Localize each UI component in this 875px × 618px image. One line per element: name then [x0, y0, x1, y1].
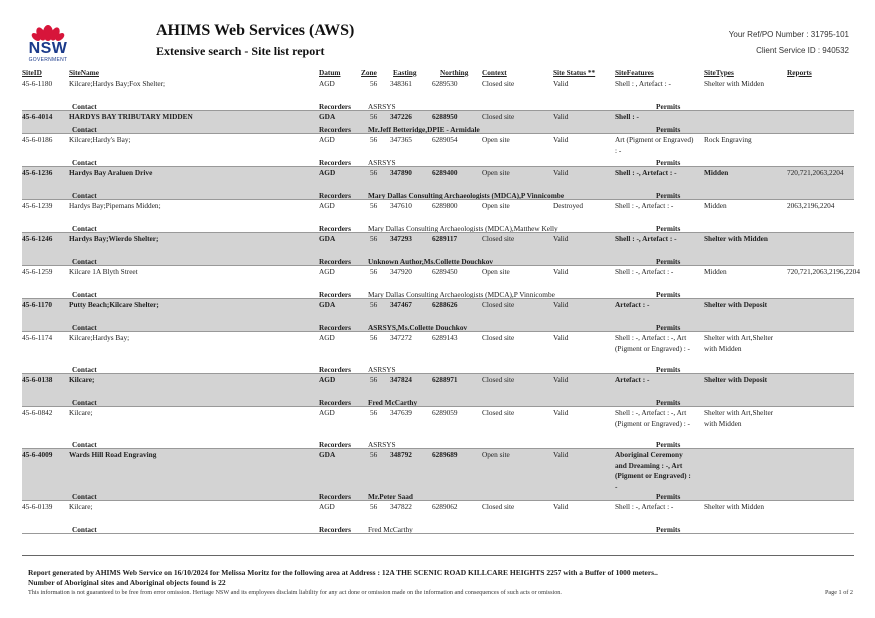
- recorders-value: Mary Dallas Consulting Archaeologists (MDCA),P Vinnicombe: [368, 191, 565, 200]
- site-record: [22, 501, 854, 534]
- context: Open site: [482, 267, 510, 276]
- site-name: Kilcare;Hardys Bay;Fox Shelter;: [69, 79, 166, 88]
- site-record: [22, 266, 860, 299]
- datum: AGD: [319, 79, 335, 88]
- easting: 347293: [390, 234, 412, 243]
- northing: 6289689: [432, 450, 458, 459]
- site-subrow: [22, 323, 854, 332]
- site-types: Shelter with Midden: [704, 234, 768, 243]
- site-status: Valid: [553, 168, 569, 177]
- permits-label: Permits: [656, 492, 681, 501]
- site-id: 45-6-0139: [22, 502, 53, 511]
- recorders-value: Mr.Jeff Betteridge,DPIE - Armidale: [368, 125, 480, 134]
- col-site-id: SiteID: [22, 68, 42, 77]
- table-row: [22, 374, 854, 398]
- zone: 56: [370, 333, 378, 342]
- context: Closed site: [482, 112, 515, 121]
- table-row: [22, 233, 854, 257]
- northing: 6289530: [432, 79, 458, 88]
- site-subrow: [22, 365, 854, 374]
- datum: AGD: [319, 408, 335, 417]
- northing: 6289450: [432, 267, 458, 276]
- northing: 6288971: [432, 375, 458, 384]
- table-row: [22, 111, 854, 125]
- contact-label: Contact: [72, 102, 97, 111]
- table-row: [22, 501, 854, 525]
- contact-label: Contact: [72, 257, 97, 266]
- logo-subtext: GOVERNMENT: [28, 57, 68, 63]
- table-row: [22, 167, 854, 191]
- site-record: [22, 233, 854, 266]
- recorders-value: Mary Dallas Consulting Archaeologists (MDCA),P Vinnicombe: [368, 290, 555, 299]
- recorders-label: Recorders: [319, 257, 352, 266]
- permits-label: Permits: [656, 440, 681, 449]
- northing: 6289059: [432, 408, 458, 417]
- site-name: Kilcare;: [69, 502, 93, 511]
- site-status: Valid: [553, 450, 569, 459]
- col-site-status: Site Status **: [553, 68, 596, 77]
- site-record: [22, 134, 854, 167]
- site-id: 45-6-1180: [22, 79, 53, 88]
- recorders-label: Recorders: [319, 158, 352, 167]
- easting: 347272: [390, 333, 412, 342]
- site-record: [22, 200, 854, 233]
- site-features: Shell : -, Artefact : -: [615, 234, 677, 243]
- col-site-types: SiteTypes: [704, 68, 734, 77]
- recorders-label: Recorders: [319, 102, 352, 111]
- zone: 56: [370, 168, 378, 177]
- site-name: Wards Hill Road Engraving: [69, 450, 157, 459]
- site-id: 45-6-0186: [22, 135, 53, 144]
- site-name: Hardys Bay;Pipemans Midden;: [69, 201, 161, 210]
- recorders-label: Recorders: [319, 290, 352, 299]
- easting: 347610: [390, 201, 412, 210]
- table-row: [22, 134, 854, 158]
- site-id: 45-6-0842: [22, 408, 53, 417]
- zone: 56: [370, 408, 378, 417]
- easting: 348361: [390, 79, 412, 88]
- recorders-value: ASRSYS: [368, 102, 396, 111]
- site-count-text: Number of Aboriginal sites and Aboriginal objects found is 22: [28, 578, 226, 587]
- northing: 6288950: [432, 112, 458, 121]
- site-subrow: [22, 290, 854, 299]
- northing: 6288626: [432, 300, 458, 309]
- site-features: Aboriginal Ceremony and Dreaming : -, Art (Pigment or Engraved) : -: [615, 450, 691, 491]
- site-subrow: [22, 125, 854, 134]
- recorders-value: Unknown Author,Ms.Collette Douchkov: [368, 257, 494, 266]
- table-header: [22, 68, 854, 78]
- site-name: HARDYS BAY TRIBUTARY MIDDEN: [69, 112, 193, 121]
- site-features: Shell : , Artefact : -: [615, 79, 671, 88]
- recorders-label: Recorders: [319, 365, 352, 374]
- client-service-id: Client Service ID : 940532: [756, 46, 849, 55]
- col-zone: Zone: [361, 68, 377, 77]
- site-record: [22, 374, 854, 407]
- datum: AGD: [319, 168, 336, 177]
- site-id: 45-6-1246: [22, 234, 53, 243]
- row-divider: [22, 533, 854, 534]
- permits-label: Permits: [656, 224, 681, 233]
- zone: 56: [370, 267, 378, 276]
- permits-label: Permits: [656, 191, 681, 200]
- site-subrow: [22, 224, 854, 233]
- site-id: 45-6-1259: [22, 267, 53, 276]
- col-site-features: SiteFeatures: [615, 68, 654, 77]
- table-row: [22, 449, 854, 492]
- table-row: [22, 78, 854, 102]
- site-status: Valid: [553, 112, 569, 121]
- site-types: Midden: [704, 267, 727, 276]
- zone: 56: [370, 502, 378, 511]
- easting: 347467: [390, 300, 412, 309]
- site-subrow: [22, 525, 854, 534]
- permits-label: Permits: [656, 257, 681, 266]
- permits-label: Permits: [656, 102, 681, 111]
- reports: 720,721,2063,2196,2204: [787, 267, 860, 276]
- zone: 56: [370, 201, 378, 210]
- site-types: Midden: [704, 201, 727, 210]
- ref-number: Your Ref/PO Number : 31795-101: [728, 30, 849, 39]
- site-features: Shell : -, Artefact : -, Art (Pigment or Engraved) : -: [615, 333, 690, 353]
- site-subrow: [22, 398, 854, 407]
- contact-label: Contact: [72, 290, 97, 299]
- recorders-value: ASRSYS,Ms.Collette Douchkov: [368, 323, 468, 332]
- table-row: [22, 299, 854, 323]
- recorders-value: ASRSYS: [368, 158, 396, 167]
- context: Closed site: [482, 300, 515, 309]
- permits-label: Permits: [656, 290, 681, 299]
- northing: 6289062: [432, 502, 458, 511]
- recorders-label: Recorders: [319, 191, 352, 200]
- permits-label: Permits: [656, 365, 681, 374]
- site-subrow: [22, 102, 854, 111]
- northing: 6289054: [432, 135, 458, 144]
- contact-label: Contact: [72, 323, 97, 332]
- site-status: Destroyed: [553, 201, 583, 210]
- table-row: [22, 200, 854, 224]
- zone: 56: [370, 450, 378, 459]
- table-row: [22, 407, 854, 440]
- contact-label: Contact: [72, 440, 97, 449]
- easting: 347226: [390, 112, 412, 121]
- site-status: Valid: [553, 267, 569, 276]
- datum: AGD: [319, 267, 335, 276]
- site-status: Valid: [553, 375, 569, 384]
- site-features: Artefact : -: [615, 300, 650, 309]
- site-subrow: [22, 492, 854, 501]
- report-generated-text: Report generated by AHIMS Web Service on 16/10/2024 for Melissa Moritz for the following area at Address : 12A THE SCENIC ROAD KILLCARE HEIGHTS 2257 with a Buffer of 1000 meters..: [28, 568, 658, 577]
- easting: 348792: [390, 450, 412, 459]
- page-title: AHIMS Web Services (AWS): [156, 22, 355, 39]
- site-status: Valid: [553, 408, 569, 417]
- recorders-label: Recorders: [319, 440, 352, 449]
- col-context: Context: [482, 68, 507, 77]
- site-features: Shell : -, Artefact : -, Art (Pigment or Engraved) : -: [615, 408, 690, 428]
- site-id: 45-6-1239: [22, 201, 53, 210]
- site-name: Kilcare;Hardys Bay;: [69, 333, 130, 342]
- site-features: Shell : -, Artefact : -: [615, 267, 674, 276]
- zone: 56: [370, 300, 378, 309]
- easting: 347365: [390, 135, 412, 144]
- permits-label: Permits: [656, 398, 681, 407]
- recorders-value: Mr.Peter Saad: [368, 492, 413, 501]
- recorders-value: Fred McCarthy: [368, 398, 418, 407]
- site-status: Valid: [553, 135, 569, 144]
- footer-divider: [22, 555, 854, 556]
- col-northing: Northing: [440, 68, 469, 77]
- context: Closed site: [482, 79, 515, 88]
- easting: 347822: [390, 502, 412, 511]
- northing: 6289143: [432, 333, 458, 342]
- site-id: 45-6-1174: [22, 333, 53, 342]
- site-features: Shell : -: [615, 112, 639, 121]
- site-features: Shell : -, Artefact : -: [615, 168, 677, 177]
- recorders-label: Recorders: [319, 525, 352, 534]
- contact-label: Contact: [72, 191, 97, 200]
- datum: AGD: [319, 333, 335, 342]
- site-types: Shelter with Art,Shelter with Midden: [704, 333, 774, 353]
- site-record: [22, 78, 854, 111]
- site-features: Artefact : -: [615, 375, 650, 384]
- contact-label: Contact: [72, 224, 97, 233]
- site-id: 45-6-0138: [22, 375, 53, 384]
- site-types: Shelter with Deposit: [704, 375, 768, 384]
- datum: GDA: [319, 234, 336, 243]
- site-name: Kilcare;: [69, 408, 93, 417]
- datum: AGD: [319, 502, 335, 511]
- site-features: Art (Pigment or Engraved) : -: [615, 135, 694, 155]
- site-name: Kilcare 1A Blyth Street: [69, 267, 138, 276]
- zone: 56: [370, 234, 378, 243]
- site-status: Valid: [553, 502, 569, 511]
- waratah-icon: [30, 22, 66, 42]
- zone: 56: [370, 375, 378, 384]
- zone: 56: [370, 112, 378, 121]
- site-record: [22, 111, 854, 134]
- zone: 56: [370, 79, 378, 88]
- easting: 347890: [390, 168, 412, 177]
- site-subrow: [22, 191, 854, 200]
- site-id: 45-6-1170: [22, 300, 52, 309]
- northing: 6289117: [432, 234, 458, 243]
- site-status: Valid: [553, 79, 569, 88]
- nsw-government-logo: [22, 22, 74, 62]
- permits-label: Permits: [656, 125, 681, 134]
- contact-label: Contact: [72, 492, 97, 501]
- easting: 347639: [390, 408, 412, 417]
- reports: 2063,2196,2204: [787, 201, 835, 210]
- zone: 56: [370, 135, 378, 144]
- contact-label: Contact: [72, 398, 97, 407]
- context: Closed site: [482, 234, 515, 243]
- site-types: Shelter with Midden: [704, 79, 764, 88]
- recorders-label: Recorders: [319, 323, 352, 332]
- site-status: Valid: [553, 234, 569, 243]
- context: Closed site: [482, 408, 515, 417]
- datum: GDA: [319, 300, 336, 309]
- contact-label: Contact: [72, 525, 97, 534]
- site-id: 45-6-4009: [22, 450, 53, 459]
- context: Open site: [482, 168, 510, 177]
- site-name: Hardys Bay;Wierdo Shelter;: [69, 234, 159, 243]
- context: Open site: [482, 450, 510, 459]
- permits-label: Permits: [656, 158, 681, 167]
- site-list-table: [22, 68, 860, 534]
- contact-label: Contact: [72, 365, 97, 374]
- datum: AGD: [319, 201, 335, 210]
- datum: GDA: [319, 450, 336, 459]
- context: Open site: [482, 201, 510, 210]
- page-number: Page 1 of 2: [824, 589, 853, 596]
- northing: 6289400: [432, 168, 458, 177]
- col-reports: Reports: [787, 68, 812, 77]
- site-status: Valid: [553, 300, 569, 309]
- disclaimer-text: This information is not guaranteed to be free from error omission. Heritage NSW and its employees disclaim liability for any act done or omission made on the information and consequences of such acts or omission.: [28, 589, 562, 596]
- site-name: Kilcare;: [69, 375, 95, 384]
- site-subrow: [22, 440, 854, 449]
- site-name: Hardys Bay Araluen Drive: [69, 168, 153, 177]
- site-status: Valid: [553, 333, 569, 342]
- site-types: Shelter with Deposit: [704, 300, 768, 309]
- recorders-value: ASRSYS: [368, 440, 396, 449]
- logo-text: NSW: [28, 40, 68, 57]
- page-subtitle: Extensive search - Site list report: [156, 44, 325, 58]
- recorders-value: Mary Dallas Consulting Archaeologists (MDCA),Matthew Kelly: [368, 224, 558, 233]
- site-name: Kilcare;Hardy's Bay;: [69, 135, 131, 144]
- context: Closed site: [482, 333, 515, 342]
- datum: AGD: [319, 135, 335, 144]
- easting: 347920: [390, 267, 412, 276]
- col-site-name: SiteName: [69, 68, 99, 77]
- site-features: Shell : -, Artefact : -: [615, 502, 674, 511]
- contact-label: Contact: [72, 158, 97, 167]
- site-id: 45-6-1236: [22, 168, 53, 177]
- site-record: [22, 332, 854, 374]
- col-easting: Easting: [393, 68, 417, 77]
- permits-label: Permits: [656, 525, 681, 534]
- recorders-label: Recorders: [319, 398, 352, 407]
- col-datum: Datum: [319, 68, 341, 77]
- context: Open site: [482, 135, 510, 144]
- recorders-label: Recorders: [319, 492, 352, 501]
- site-name: Putty Beach;Kilcare Shelter;: [69, 300, 159, 309]
- site-types: Rock Engraving: [704, 135, 752, 144]
- site-features: Shell : -, Artefact : -: [615, 201, 674, 210]
- northing: 6289800: [432, 201, 458, 210]
- recorders-value: ASRSYS: [368, 365, 396, 374]
- reports: 720,721,2063,2204: [787, 168, 844, 177]
- site-id: 45-6-4014: [22, 112, 53, 121]
- site-types: Midden: [704, 168, 729, 177]
- easting: 347824: [390, 375, 412, 384]
- permits-label: Permits: [656, 323, 681, 332]
- table-row: [22, 266, 860, 290]
- table-row: [22, 332, 854, 365]
- context: Closed site: [482, 375, 515, 384]
- contact-label: Contact: [72, 125, 97, 134]
- recorders-label: Recorders: [319, 125, 352, 134]
- site-subrow: [22, 257, 854, 266]
- recorders-label: Recorders: [319, 224, 352, 233]
- datum: AGD: [319, 375, 336, 384]
- site-record: [22, 299, 854, 332]
- site-record: [22, 449, 854, 501]
- site-record: [22, 407, 854, 449]
- context: Closed site: [482, 502, 515, 511]
- site-record: [22, 167, 854, 200]
- datum: GDA: [319, 112, 336, 121]
- recorders-value: Fred McCarthy: [368, 525, 413, 534]
- site-types: Shelter with Midden: [704, 502, 764, 511]
- site-types: Shelter with Art,Shelter with Midden: [704, 408, 774, 428]
- site-subrow: [22, 158, 854, 167]
